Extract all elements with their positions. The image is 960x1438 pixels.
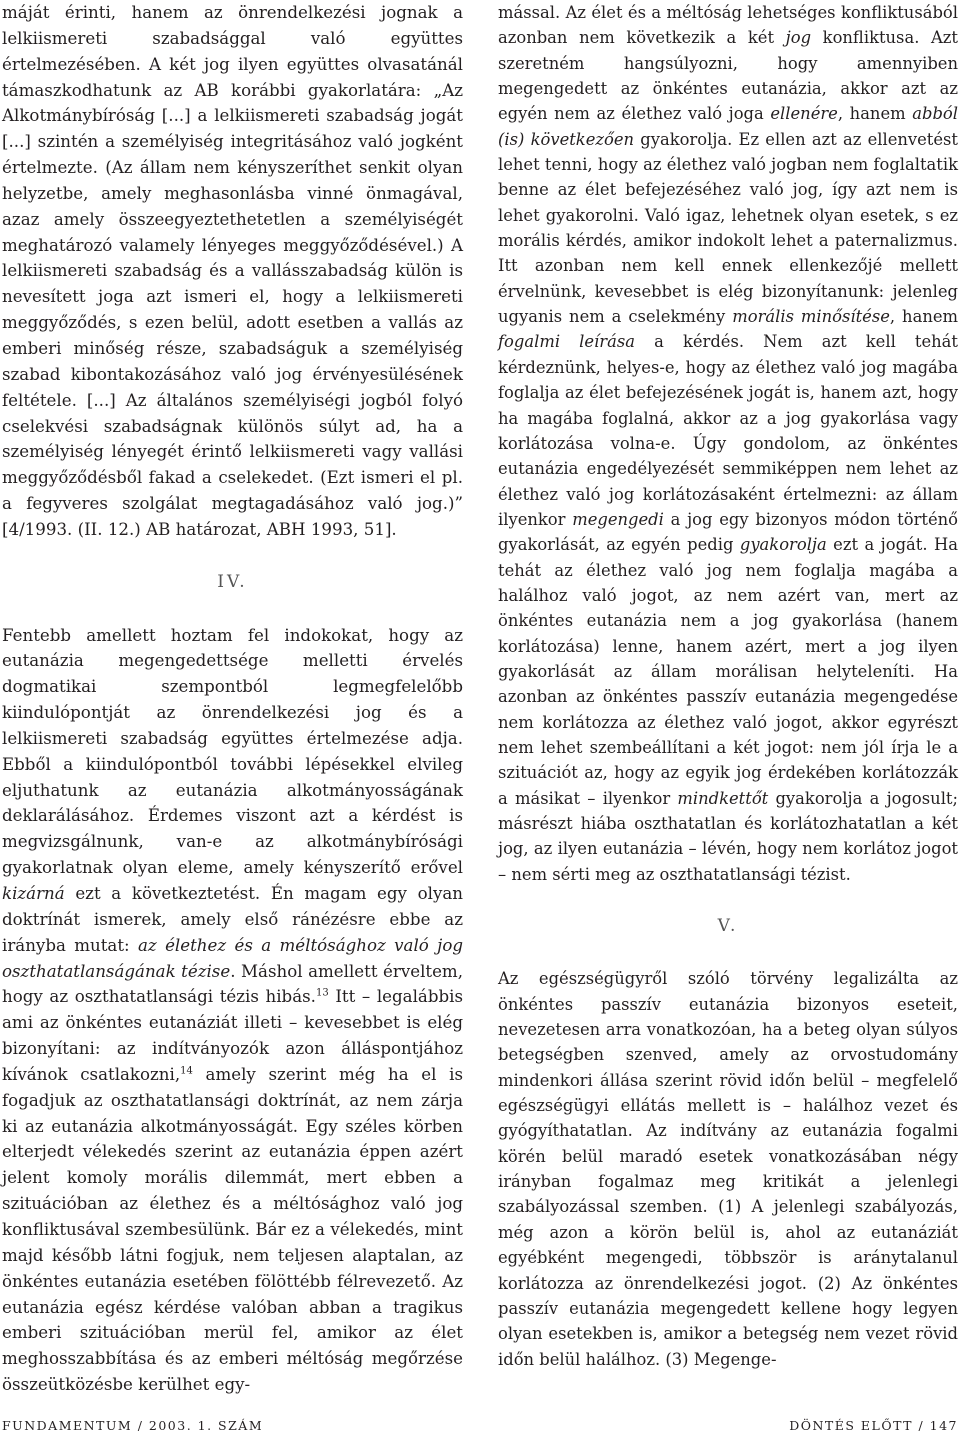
emphasis: megengedi bbox=[572, 509, 664, 529]
footer-page-number: DÖNTÉS ELŐTT / 147 bbox=[789, 1418, 958, 1433]
emphasis: az élethez és a méltósághoz való jog oszthatatlanságának tézise bbox=[2, 935, 463, 981]
paragraph: mással. Az élet és a méltóság lehetséges konfliktusából azonban nem következik a két jog konfliktusa. Azt szeretném hangsúlyozni, hogy amennyiben megengedett az önkéntes eutanázia, akkor azt az egyén nem az élethez való joga ellenére, hanem abból (is) következően gyakorolja. Ez ellen azt az ellenvetést lehet tenni, hogy az élethez való jogban nem foglaltatik benne az élet befejezéséhez való jog, így azt nem is lehet gyakorolni. Való igaz, lehetnek olyan esetek, s ez morális kérdés, amikor indokolt lehet a paternalizmus. Itt azonban nem kell ennek ellenkezőjé mellett érvelnünk, kevesebbet is elég bizonyítanunk: jelenleg ugyanis nem a cselekmény morális minősítése, hanem fogalmi leírása a kérdés. Nem azt kell tehát kérdeznünk, helyes-e, hogy az élethez való jog magába foglalja az élet befejezésének jogát is, hanem azt, hogy ha magába foglalná, akkor az a jog gyakorlása vagy korlátozása volna-e. Úgy gondolom, az önkéntes eutanázia engedélyezését semmiképpen nem lehet az élethez való jog korlátozásaként értelmezni: az állam ilyenkor megengedi a jog egy bizonyos módon történő gyakorlását, az egyén pedig gyakorolja ezt a jogát. Ha tehát az élethez való jog nem foglalja magába a halálhoz való jogot, az nem azért van, mert az önkéntes eutanázia nem a jog gyakorlása (hanem korlátozása) lenne, hanem azért, mert a jog ilyen gyakorlását az állam morálisan helyteleníti. Ha azonban az önkéntes passzív eutanázia megengedése nem korlátozza az élethez való jogot, akkor egyrészt nem lehet szembeállítani a két jogot: nem jól írja le a szituációt az, hogy az egyik jog érdekében korlátozzák a másikat – ilyenkor mindkettőt gyakorolja a jogosult; másrészt hiába oszthatatlan és korlátozhatatlan a két jog, az ilyen eutanázia – lévén, hogy nem korlátoz jogot – nem sérti meg az oszthatatlansági tézist. bbox=[498, 3, 959, 884]
emphasis: abból (is) következően bbox=[498, 104, 958, 149]
emphasis: gyakorolja bbox=[739, 535, 827, 555]
paragraph: máját érinti, hanem az önrendelkezési jognak a lelkiismereti szabadsággal való együttes értelmezésében. A két jog ilyen együttes olvasatánál támaszkodhatunk az AB korábbi gyakorlatára: „Az Alkotmánybíróság [...] a lelkiismereti szabadság jogát [...] szintén a személyiség integritásához való jogként értelmezte. (Az állam nem kényszeríthet senkit olyan helyzetbe, amely meghasonlásba vinné önmagával, azaz amely összeegyeztethetetlen a személyiségét meghatározó valamely lényeges meggyőződésével.) A lelkiismereti szabadság és a vallásszabadság külön is nevesített joga azt ismeri el, hogy a lelkiismereti meggyőződés, s ezen belül, adott esetben a vallás az emberi minőség része, szabadságuk a személyiség szabad kibontakozásához való jog érvényesülésének feltétele. [...] Az általános személyiségi jogból folyó cselekvési szabadságnak különös súlyt ad, ha a személyiség lényegét érintő lelkiismereti vagy vallási meggyőződésből fakad a cselekedet. (Ezt ismeri el pl. a fegyveres szolgálat megtagadásához való jog.)” [4/1993. (II. 12.) AB határozat, ABH 1993, 51]. bbox=[2, 3, 463, 539]
footnote-ref-14[interactable]: 14 bbox=[180, 1065, 193, 1077]
emphasis: fogalmi leírása bbox=[498, 332, 635, 352]
left-column bbox=[2, 0, 463, 1398]
right-column bbox=[498, 0, 958, 1372]
emphasis: mindkettőt bbox=[677, 788, 769, 808]
footer-journal: FUNDAMENTUM / 2003. 1. SZÁM bbox=[2, 1418, 264, 1433]
section-heading-iv: IV. bbox=[217, 571, 248, 592]
footnote-ref-13[interactable]: 13 bbox=[315, 987, 329, 999]
paragraph: Az egészségügyről szóló törvény legalizálta az önkéntes passzív eutanázia bizonyos eseteit, nevezetesen arra vonatkozóan, ha a beteg olyan súlyos betegségben szenved, amely az orvostudomány mindenkori állása szerint rövid időn belül – megfelelő egészségügyi ellátás mellett is – halálhoz vezet és gyógyíthatatlan. Az indítvány az eutanázia fogalmi körén belül maradó esetek vonatkozásában négy irányban fogalmaz meg kritikát a jelenlegi szabályozással szemben. (1) A jelenlegi szabályozás, még azon a körön belül is, ahol az eutanáziát egyébként megengedi, többször is aránytalanul korlátozza az önrendelkezési jogot. (2) Az önkéntes passzív eutanázia megengedett kellene hogy legyen olyan esetekben is, amikor a betegség nem vezet rövid időn belül halálhoz. (3) Megenge- bbox=[498, 969, 958, 1369]
emphasis: jog bbox=[785, 28, 812, 48]
emphasis: morális minősítése bbox=[732, 307, 890, 327]
section-heading-v: V. bbox=[717, 916, 739, 937]
paragraph: Fentebb amellett hoztam fel indokokat, hogy az eutanázia megengedettsége melletti érvelés dogmatikai szempontból legmegfelelőbb kiindulópontját az önrendelkezési jog és a lelkiismereti szabadság együttes értelmezése adja. Ebből a kiindulópontból további lépésekkel elvileg eljuthatunk az eutanázia alkotmányosságának deklarálásához. Érdemes viszont azt a kérdést is megvizsgálnunk, van-e az alkotmánybírósági gyakorlatnak olyan eleme, amely kényszerítő erővel kizárná ezt a következtetést. Én magam egy olyan doktrínát ismerek, amely első ránézésre ebbe az irányba mutat: az élethez és a méltósághoz való jog oszthatatlanságának tézise. Máshol amellett érveltem, hogy az oszthatatlansági tézis hibás.$^{13}$ Itt – legalábbis ami az önkéntes eutanáziát illeti – kevesebbet is elég bizonyítani: az indítványozók azon álláspontjához kívánok csatlakozni,$^{14}$ amely szerint még ha el is fogadjuk az oszthatatlansági doktrínát, az nem zárja ki az eutanázia alkotmányosságát. Egy széles körben elterjedt vélekedés szerint az eutanázia éppen azért jelent komoly morális dilemmát, mert ebben a szituációban az élethez és a méltósághoz való jog konfliktusával szembesülünk. Bár ez a vélekedés, mint majd később látni fogjuk, nem teljesen alaptalan, az önkéntes eutanázia esetében fölöttébb félrevezető. Az eutanázia egész kérdése valóban abban a tragikus emberi szituációban merül fel, amikor az élet meghosszabbítása és az emberi méltóság megőrzése összeütközésbe kerülhet egy- bbox=[2, 625, 464, 1395]
emphasis: ellenére bbox=[770, 104, 838, 124]
emphasis: kizárná bbox=[2, 884, 65, 903]
